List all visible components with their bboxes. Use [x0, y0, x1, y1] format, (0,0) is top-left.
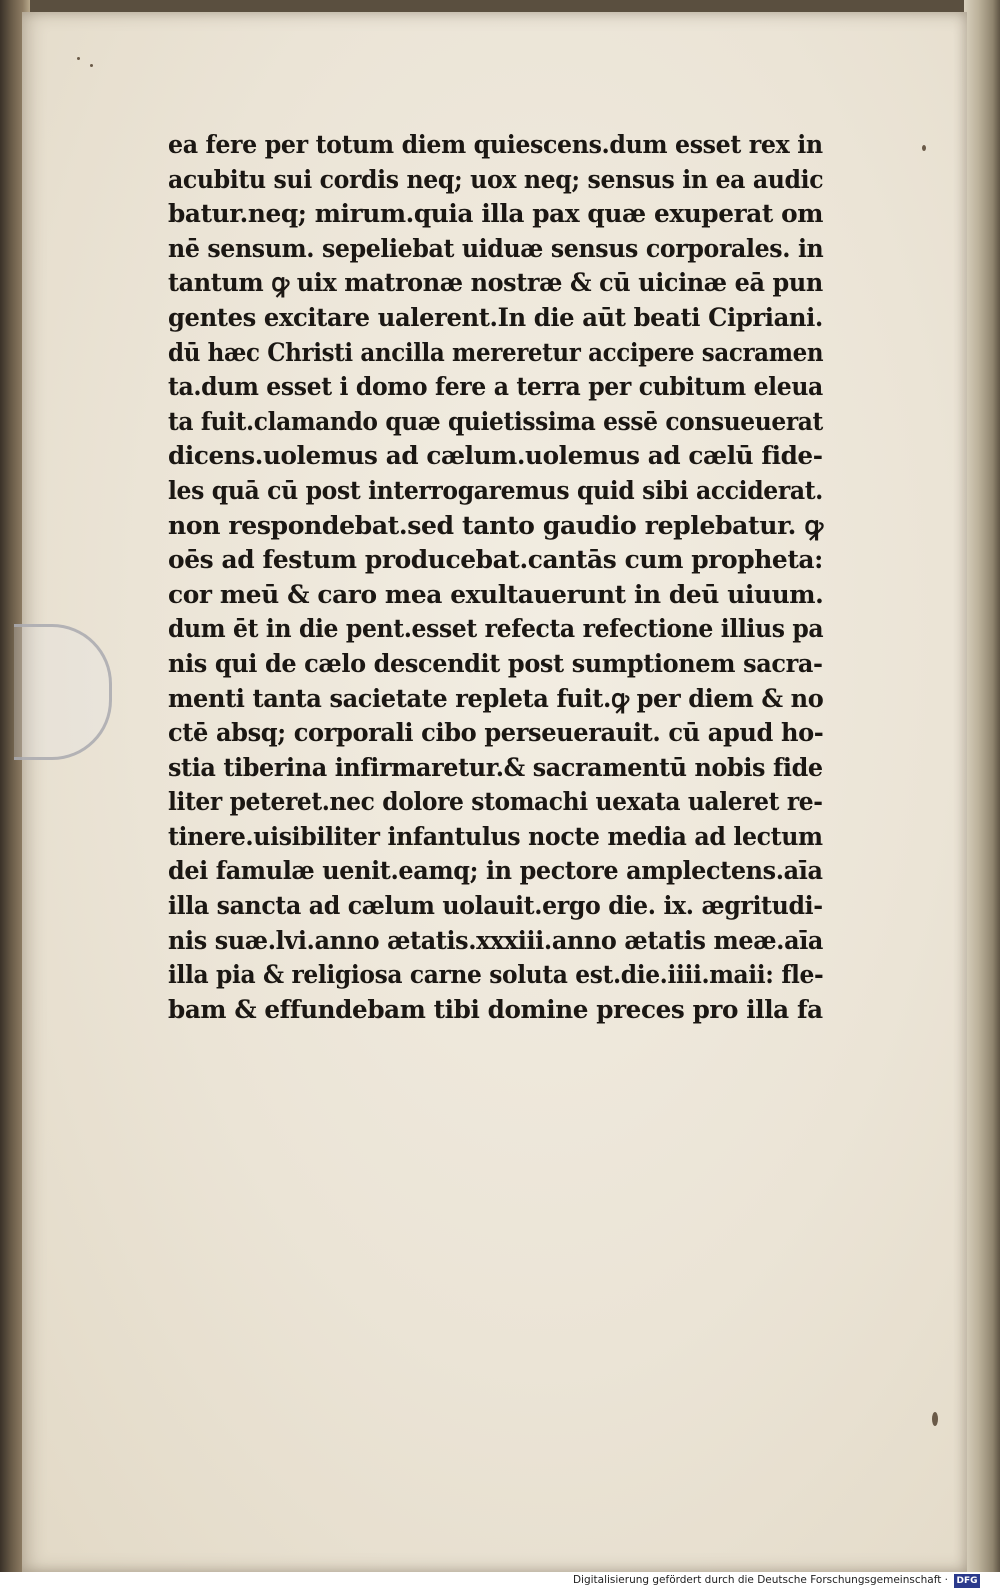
text-line: liter peteret.nec dolore stomachi uexata ualeret re- — [168, 787, 823, 817]
text-line: ea fere per totum diem quiescens.dum esset rex in — [168, 130, 823, 159]
latin-text-block — [168, 128, 828, 1027]
text-line: nē sensum. sepeliebat uiduæ sensus corporales. in — [168, 233, 824, 263]
text-line: ta fuit.clamando quæ quietissima essē consueuerat — [168, 406, 823, 436]
text-line: illa sancta ad cælum uolauit.ergo die. ix. ægritudi- — [168, 891, 823, 921]
text-line: menti tanta sacietate repleta fuit.ꝙ per diem & no — [168, 683, 824, 713]
text-line: ctē absq; corporali cibo perseuerauit. cū apud ho- — [168, 718, 824, 748]
text-line: non respondebat.sed tanto gaudio replebatur. ꝙ — [168, 510, 823, 540]
text-line: les quā cū post interrogaremus quid sibi acciderat. — [168, 475, 823, 505]
text-line: batur.neq; mirum.quia illa pax quæ exuperat om — [168, 199, 824, 229]
text-line: dum ēt in die pent.esset refecta refectione illius pa — [168, 614, 824, 644]
book-fore-edge — [964, 0, 1000, 1591]
ink-speck — [90, 64, 93, 67]
digitization-footer — [0, 1572, 1000, 1591]
text-line: ta.dum esset i domo fere a terra per cubitum eleua — [168, 372, 823, 402]
ink-speck — [922, 145, 926, 151]
text-line: dū hæc Christi ancilla mereretur accipere sacramen — [168, 337, 824, 367]
text-line: nis suæ.lvi.anno ætatis.xxxiii.anno ætatis meæ.aīa — [168, 925, 824, 955]
text-line: nis qui de cælo descendit post sumptionem sacra- — [168, 648, 823, 678]
text-line: tinere.uisibiliter infantulus nocte media ad lectum — [168, 821, 823, 851]
dfg-logo: DFG — [954, 1574, 980, 1588]
text-line: cor meū & caro mea exultauerunt in deū uiuum. — [168, 579, 824, 609]
text-line: dei famulæ uenit.eamq; in pectore amplectens.aīa — [168, 856, 823, 886]
text-line: tantum ꝙ uix matronæ nostræ & cū uicinæ eā pun — [168, 268, 823, 298]
text-line: acubitu sui cordis neq; uox neq; sensus in ea audic — [168, 164, 824, 194]
text-line: bam & effundebam tibi domine preces pro illa fa — [168, 994, 823, 1024]
text-line: oēs ad festum producebat.cantās cum propheta: — [168, 545, 823, 575]
footer-credit: Digitalisierung gefördert durch die Deutsche Forschungsgemeinschaft · — [572, 1574, 948, 1586]
text-line: stia tiberina infirmaretur.& sacramentū nobis fide — [168, 752, 823, 782]
ink-speck — [77, 57, 80, 60]
ink-speck — [932, 1412, 938, 1426]
text-line: dicens.uolemus ad cælum.uolemus ad cælū fide- — [168, 441, 823, 471]
text-line: gentes excitare ualerent.In die aūt beati Cipriani. — [168, 302, 823, 332]
page-clip — [14, 624, 112, 760]
text-line: illa pia & religiosa carne soluta est.die.iiii.maii: fle- — [168, 960, 824, 990]
